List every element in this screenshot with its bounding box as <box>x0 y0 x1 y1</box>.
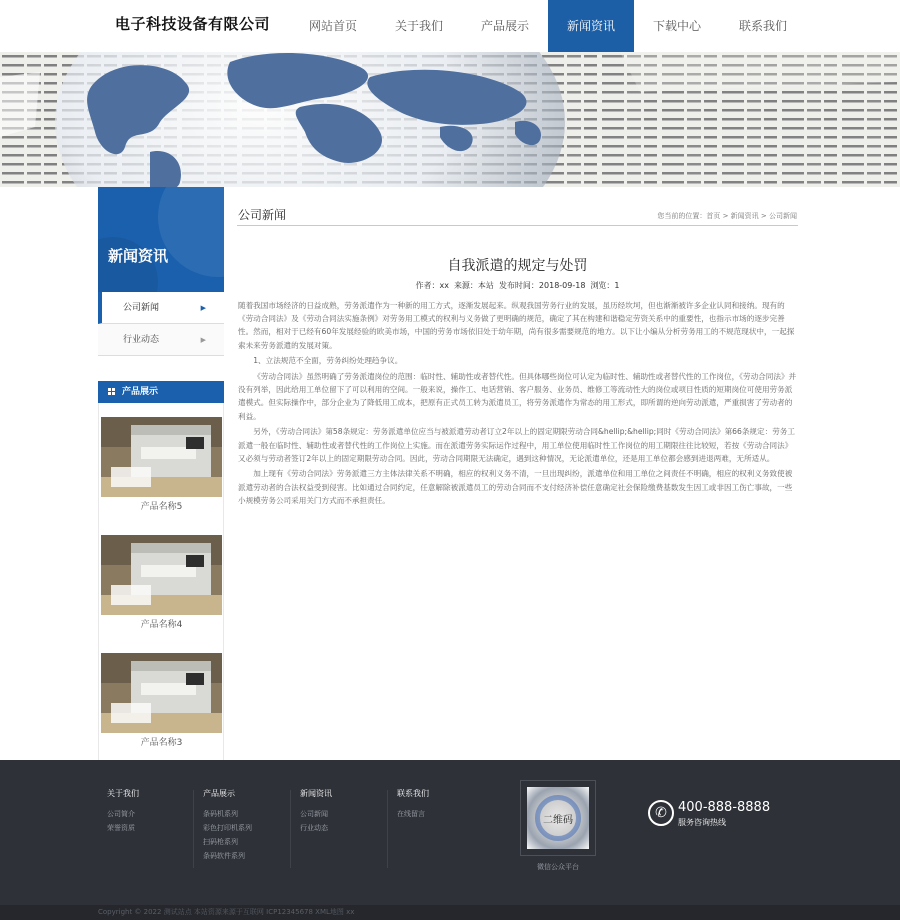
product-name[interactable]: 产品名称3 <box>140 738 183 748</box>
section-title: 公司新闻 <box>238 208 287 222</box>
article-author: 作者：xx <box>415 281 449 290</box>
footer-link[interactable]: 条码软件系列 <box>203 852 245 860</box>
article-date: 发布时间：2018-09-18 <box>498 281 586 290</box>
article-source: 来源：本站 <box>453 281 494 290</box>
footer-link[interactable]: 荣誉资质 <box>107 824 135 832</box>
products-list <box>98 403 224 760</box>
qr-code-frame <box>520 780 596 856</box>
footer-link[interactable]: 彩色打印机系列 <box>203 824 252 832</box>
footer-col-news <box>300 788 390 835</box>
phone-icon: ✆ <box>648 800 674 826</box>
article-meta <box>237 280 798 291</box>
hotline-number[interactable]: 400-888-8888 <box>678 800 771 815</box>
footer-link[interactable]: 行业动态 <box>300 824 328 832</box>
footer-col-title: 产品展示 <box>203 789 235 798</box>
nav-about[interactable]: 关于我们 <box>394 19 443 33</box>
footer-link[interactable]: 在线留言 <box>397 810 425 818</box>
copyright-text: Copyright © 2022 测试站点 本站资源来源于互联网 ICP12345678 XML地图 xx <box>98 908 355 916</box>
footer-col-title: 联系我们 <box>397 789 429 798</box>
footer-col-title: 新闻资讯 <box>300 789 332 798</box>
site-footer <box>0 760 900 905</box>
qr-code-label: 二维码 <box>543 815 573 826</box>
footer-link[interactable]: 公司新闻 <box>300 810 328 818</box>
chevron-right-icon: ▶ <box>200 304 206 312</box>
article-paragraph: 1、立法规范不全面，劳务纠纷处理趋争议。 <box>253 356 403 366</box>
sidebar-item-company-news[interactable] <box>98 292 224 324</box>
footer-col-products <box>203 788 293 863</box>
nav-products[interactable]: 产品展示 <box>480 19 529 33</box>
sidebar-item-label: 行业动态 <box>123 335 160 345</box>
site-logo[interactable]: 电子科技设备有限公司 <box>115 15 271 33</box>
sidebar-menu <box>98 292 224 356</box>
article-paragraph: 《劳动合同法》虽然明确了劳务派遣岗位的范围：临时性、辅助性或者替代性。但具体哪些岗位可认定为临时性、辅助性或者替代性的工作岗位，《劳动合同法》并没有列举，因此给用工单位留下了可以利用的空间。一般来说，操作工、电话营销、客户服务、业务员、维修工等流动性大的岗位或项目性质的短期岗位可使用劳务派遣模式。但实际操作中，部分企业为了降低用工成本，把原有正式员工转为派遣员工，将劳务派遣作为常态的用工形式，即所谓的逆向劳动派遣，严重损害了劳动者的利益。 <box>238 372 797 421</box>
main-nav <box>290 0 806 52</box>
nav-home[interactable]: 网站首页 <box>308 19 357 33</box>
footer-link[interactable]: 条码机系列 <box>203 810 238 818</box>
sidebar-title-block <box>98 187 224 292</box>
footer-link[interactable]: 扫码枪系列 <box>203 838 238 846</box>
product-image[interactable] <box>101 653 222 733</box>
qr-code-image <box>527 787 589 849</box>
grid-icon <box>108 388 115 395</box>
product-image[interactable] <box>101 417 222 497</box>
footer-col-title: 关于我们 <box>107 789 139 798</box>
article-paragraph: 随着我国市场经济的日益成熟，劳务派遣作为一种新的用工方式，逐渐发展起来。纵观我国劳务行业的发展，虽历经坎坷，但也渐渐被许多企业认同和接纳。现有的《劳动合同法》及《劳动合同法实施条例》对劳务用工模式的权利与义务做了更明确的规范，确定了其在构建和谐稳定劳资关系中的重要性，也指示市场的逐步完善性。然而，相对于已经有60年发展经验的欧美市场，中国的劳务市场依旧处于幼年期，尚有很多需要规范的地方。以下让小编从分析劳务用工的不规范现状中，一起探索未来劳务派遣的发展对策。 <box>238 301 795 350</box>
sidebar-item-industry-news[interactable] <box>98 324 224 356</box>
products-heading: 产品展示 <box>98 381 224 403</box>
article-paragraph: 加上现有《劳动合同法》劳务派遣三方主体法律关系不明确，相应的权利义务不清，一旦出现纠纷，派遣单位和用工单位之间责任不明确，相应的权利义务致使被派遣劳动者的合法权益受到侵害。比如通过合同约定，任意解除被派遣员工的劳动合同而不支付经济补偿任意确定社会保险缴费基数发生因工或非因工伤亡事故，一些小规模劳务公司采用关门方式而不承担责任。 <box>238 469 793 505</box>
nav-contact[interactable]: 联系我们 <box>738 19 787 33</box>
nav-news[interactable]: 新闻资讯 <box>548 0 634 52</box>
article-paragraph: 另外，《劳动合同法》第58条规定：劳务派遣单位应当与被派遣劳动者订立2年以上的固定期限劳动合同&hellip;&hellip;同时《劳动合同法》第66条规定：劳务工派遣一般在临时性、辅助性或者替代性的工作岗位上实施。而在派遣劳务实际运作过程中，用工单位使用临时性工作岗位的用工期限往往比较短，若按《劳动合同法》又必须与劳动者签订2年以上的固定期限劳动合同。因此，劳动合同期限无法确定，遇到这种情况，无论派遣单位，还是用工单位都会感到进退两难，无所适从。 <box>238 427 795 463</box>
hotline-label: 服务咨询热线 <box>678 818 726 827</box>
product-card[interactable] <box>101 417 222 517</box>
banner-image <box>0 52 900 187</box>
product-card[interactable] <box>101 535 222 635</box>
footer-col-contact <box>397 788 487 821</box>
divider <box>237 225 798 226</box>
product-name[interactable]: 产品名称4 <box>140 620 183 630</box>
breadcrumb[interactable]: 您当前的位置：首页 > 新闻资讯 > 公司新闻 <box>657 212 797 220</box>
qr-caption: 微信公众平台 <box>537 863 579 871</box>
site-header <box>0 0 900 52</box>
product-card[interactable] <box>101 653 222 753</box>
nav-download[interactable]: 下载中心 <box>652 19 701 33</box>
article-title: 自我派遣的规定与处罚 <box>447 258 588 274</box>
sidebar-title: 新闻资讯 <box>108 247 169 265</box>
world-map-newspaper-illustration <box>0 52 900 187</box>
footer-link[interactable]: 公司简介 <box>107 810 135 818</box>
article-views: 浏览：1 <box>590 281 620 290</box>
sidebar-item-label: 公司新闻 <box>123 303 160 313</box>
copyright-bar <box>0 905 900 920</box>
footer-col-about <box>107 788 197 835</box>
product-image[interactable] <box>101 535 222 615</box>
product-name[interactable]: 产品名称5 <box>140 502 183 512</box>
article-body <box>238 299 798 510</box>
chevron-right-icon: ▶ <box>200 336 206 344</box>
